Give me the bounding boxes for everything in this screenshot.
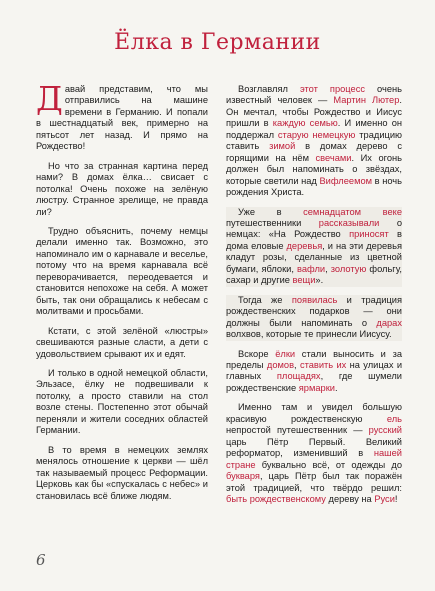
highlight: домов (266, 359, 295, 370)
paragraph: Именно там и увидел большую красивую рождественскую ель непростой путешественник — русский царь Пётр Первый. Великий реформатор, изменивший в нашей стране буквально всё, от одежды до букваря, царь Пётр был так поражён этой традицией, что твёрдо решил: быть рождественскому дереву на Руси! (226, 402, 402, 504)
paragraph: Возглавлял этот процесс очень известный человек — Мартин Лютер. Он мечтал, чтобы Рождество и Иисус пришли в каждую семью. И именно он поддержал старую немецкую традицию ставить зимой в домах дерево с горящими на нём свечами. Их огонь должен был напоминать о звёздах, которые светили над Вифлеемом в ночь рождения Христа. (226, 84, 403, 198)
left-column (36, 79, 208, 510)
highlight: рассказывали (318, 217, 380, 228)
highlight: семнадцатом веке (303, 206, 402, 217)
paragraph: И только в одной немецкой области, Эльзасе, ёлку не подвешивали к потолку, а просто ставили на стол возле стены. Постепенно этот обычай переняли и жители соседних областей Германии. (36, 367, 208, 436)
highlight: Мартин Лютер (333, 95, 400, 106)
highlight: свечами (315, 152, 352, 163)
paragraph (36, 79, 208, 153)
paragraph: Тогда же появилась и традиция рождественских подарков — они должны были напоминать о дарах волхвов, которые те принесли Иисусу. (226, 294, 402, 340)
right-column (226, 84, 402, 513)
paragraph: Вскоре ёлки стали выносить и за пределы домов, ставить их на улицах и главных площадях, где шумели рождественские ярмарки. (226, 348, 403, 393)
highlight: площадях (276, 371, 321, 382)
highlight: русский (368, 425, 402, 436)
highlight: зимой (269, 141, 296, 152)
highlight: появилась (291, 294, 338, 305)
paragraph: Но что за странная картина перед нами? В домах ёлка… свисает с потолка! Очень похоже на зелёную люстру. Странное зрелище, не правда ли? (36, 160, 208, 217)
highlight: приносят (349, 229, 389, 240)
highlight: каждую семью (272, 118, 338, 129)
highlight: Руси (374, 493, 395, 504)
highlight: ставить их (299, 359, 347, 370)
drop-cap: Д (36, 79, 63, 118)
highlight: золотую (330, 263, 367, 274)
highlight: этот процесс (299, 84, 365, 94)
highlight: нашей стране (226, 448, 402, 470)
highlight: дарах (376, 317, 402, 328)
paragraph: Уже в семнадцатом веке путешественники рассказывали о немцах: «На Рождество приносят в дома еловые деревья, и на эти деревья кладут розы, сделанные из цветной бумаги, яблоки, вафли, золотую фольгу, сахар и другие вещи». (226, 206, 402, 286)
page-number: 6 (36, 551, 46, 569)
page-title: Ёлка в Германии (114, 30, 321, 55)
highlight: вафли (297, 263, 326, 274)
paragraph-text: авай представим, что мы отправились на машине времени в Германию. И попали в шестнадцатый век, примерно на пятьсот лет назад. И прямо на Рождество! (36, 84, 208, 152)
highlight: ёлки (275, 348, 296, 359)
paragraph: Трудно объяснить, почему немцы делали именно так. Возможно, это напоминало им о карнавале и веселье, потому что на время карнавала всё переворачивается, переодевается и становится непохоже на себя. А может быть, так они обращались к небесам с молитвами и просьбами. (36, 225, 208, 317)
highlight: букваря (226, 471, 260, 482)
paragraph: Кстати, с этой зелёной «люстры» свешиваются разные сласти, а дети с удовольствием срывают их и едят. (36, 325, 208, 359)
highlight: старую немецкую (277, 129, 356, 140)
highlight: Вифлеемом (319, 175, 373, 186)
paragraph: В то время в немецких землях менялось отношение к церкви — шёл так называемый процесс Реформации. Церковь как бы «спускалась с небес» и становилась всё ближе людям. (36, 444, 208, 501)
highlight: быть рождественскому (226, 493, 326, 504)
highlight: ярмарки (298, 382, 335, 393)
highlight: ель (386, 413, 402, 424)
highlight: вещи (292, 275, 316, 286)
highlight: деревья (286, 240, 323, 251)
